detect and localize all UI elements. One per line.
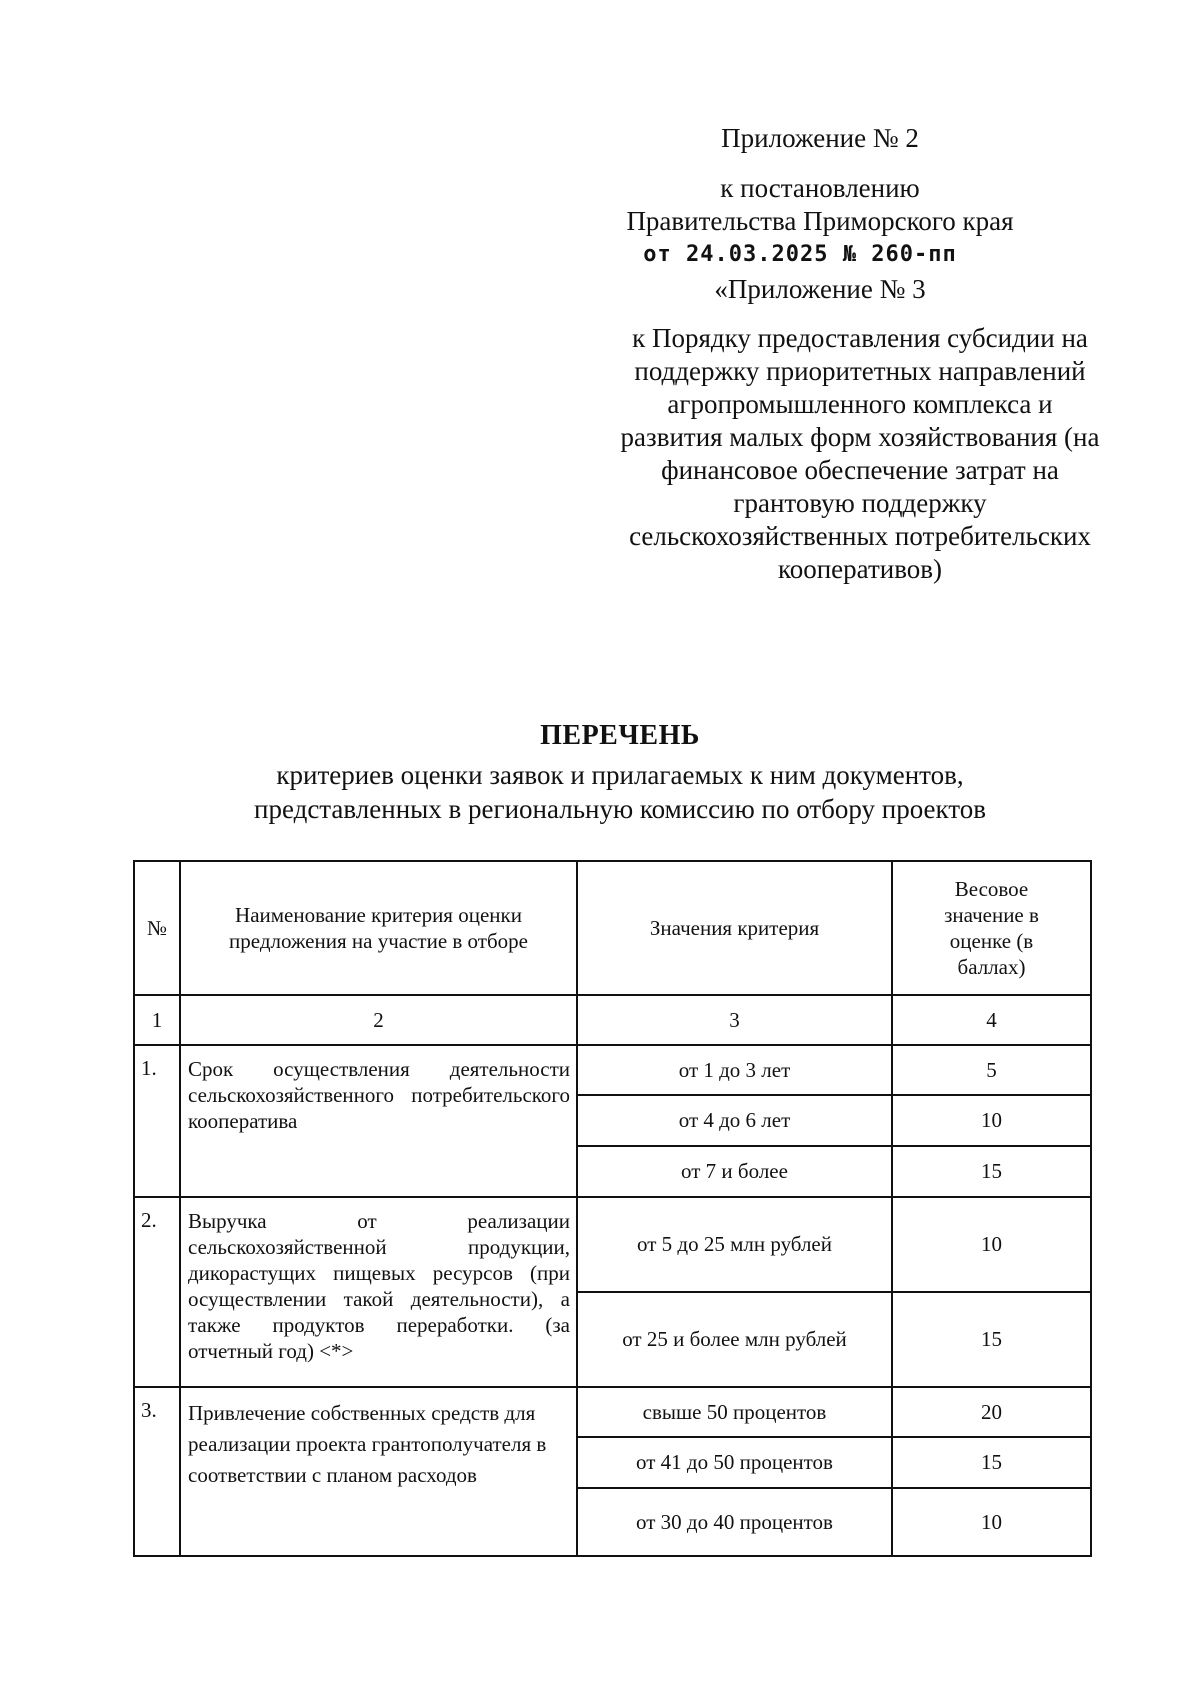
criterion-value: от 41 до 50 процентов: [577, 1437, 892, 1488]
criterion-value: от 5 до 25 млн рублей: [577, 1197, 892, 1292]
criterion-weight: 20: [892, 1387, 1091, 1437]
criterion-value: от 4 до 6 лет: [577, 1095, 892, 1146]
criterion-name: Привлечение собственных средств для реализации проекта грантополучателя в соответствии с планом расходов: [180, 1387, 577, 1556]
criterion-weight: 5: [892, 1045, 1091, 1095]
criterion-number: 3.: [134, 1387, 180, 1556]
index-row: [134, 995, 1091, 1045]
table-row: [134, 1387, 1091, 1437]
index-cell: 4: [892, 995, 1091, 1045]
index-cell: 1: [134, 995, 180, 1045]
subtitle-line-1: критериев оценки заявок и прилагаемых к ним документов,: [276, 760, 964, 790]
criterion-value: от 25 и более млн рублей: [577, 1292, 892, 1387]
index-cell: 3: [577, 995, 892, 1045]
criteria-table: [133, 860, 1092, 1557]
resolution-number: от 24.03.2025 № 260-пп: [643, 242, 957, 267]
criterion-value: от 7 и более: [577, 1146, 892, 1197]
table-row: [134, 1045, 1091, 1095]
document-subtitle: [0, 758, 1200, 826]
criterion-weight: 15: [892, 1292, 1091, 1387]
appendix-government: Правительства Приморского края: [626, 206, 1014, 236]
criterion-value: от 1 до 3 лет: [577, 1045, 892, 1095]
criterion-weight: 15: [892, 1437, 1091, 1488]
subtitle-line-2: представленных в региональную комиссию по отбору проектов: [254, 794, 986, 824]
table-row: [134, 1197, 1091, 1292]
criterion-value: от 30 до 40 процентов: [577, 1488, 892, 1556]
header-weight: Весовое значение в оценке (в баллах): [892, 861, 1091, 995]
criterion-number: 2.: [134, 1197, 180, 1387]
criterion-weight: 10: [892, 1488, 1091, 1556]
appendix-title: Приложение № 2: [721, 123, 919, 153]
criterion-weight: 10: [892, 1095, 1091, 1146]
header-values: Значения критерия: [577, 861, 892, 995]
criterion-value: свыше 50 процентов: [577, 1387, 892, 1437]
table-header-row: [134, 861, 1091, 995]
appendix3-description: к Порядку предоставления субсидии на поддержку приоритетных направлений агропромышленного комплекса и развития малых форм хозяйствования (на финансовое обеспечение затрат на грантовую поддержку сельскохозяйственных потребительских кооперативов): [620, 323, 1100, 584]
criterion-name: Выручка от реализации сельскохозяйственной продукции, дикорастущих пищевых ресурсов (при осуществлении такой деятельности), а также продуктов переработки. (за отчетный год) <*>: [180, 1197, 577, 1387]
header-num: №: [134, 861, 180, 995]
document-title: ПЕРЕЧЕНЬ: [540, 720, 700, 751]
criterion-weight: 10: [892, 1197, 1091, 1292]
index-cell: 2: [180, 995, 577, 1045]
criterion-name: Срок осуществления деятельности сельскохозяйственного потребительского кооператива: [180, 1045, 577, 1197]
header-name: Наименование критерия оценки предложения на участие в отборе: [180, 861, 577, 995]
appendix-to-line: к постановлению: [720, 173, 920, 203]
criterion-weight: 15: [892, 1146, 1091, 1197]
criterion-number: 1.: [134, 1045, 180, 1197]
appendix3-title: «Приложение № 3: [714, 274, 926, 304]
